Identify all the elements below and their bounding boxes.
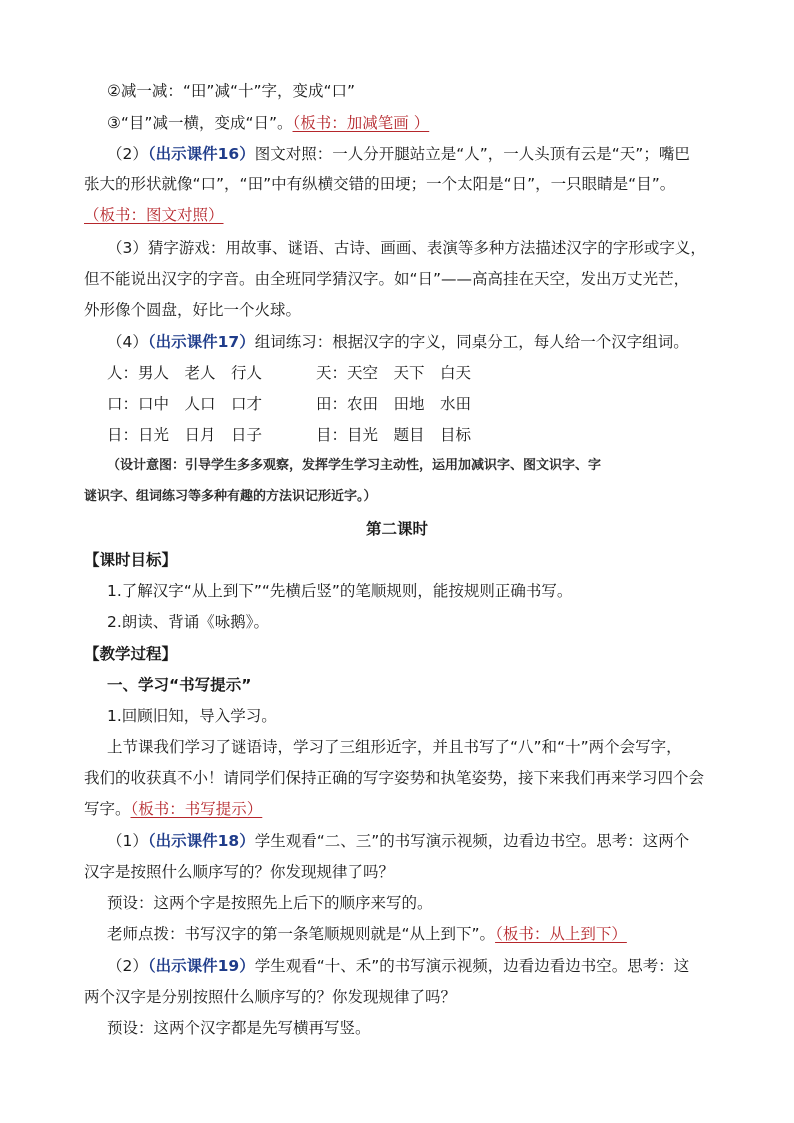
paragraph-text: 图文对照：一人分开腿站立是“人”，一人头顶有云是“天”；嘴巴: [254, 145, 690, 163]
paragraph-text: 老师点拨：书写汉字的第一条笔顺规则就是“从上到下”。: [107, 925, 496, 943]
paragraph-line: 但不能说出汉字的字音。由全班同学猜汉字。如“日”——高高挂在天空，发出万丈光芒，: [84, 270, 690, 288]
goals-heading: 【课时目标】: [84, 551, 178, 569]
word-cell: 天：天空 天下 白天: [316, 364, 472, 382]
paragraph-subtract-stroke: [107, 113, 429, 133]
paragraph-guess-game: （3）猜字游戏：用故事、谜语、古诗、画画、表演等多种方法描述汉字的字形或字义，: [107, 239, 706, 257]
item-number: （2）: [107, 145, 148, 163]
courseware-tag: （出示课件16）: [147, 145, 255, 163]
paragraph-word-practice: [107, 332, 689, 352]
word-cell: 目：目光 题目 目标: [316, 426, 472, 444]
paragraph-text: 学生观看“十、禾”的书写演示视频，边看边看边书空。思考：这: [254, 957, 690, 975]
goal-item: 1.了解汉字“从上到下”“先横后竖”的笔顺规则，能按规则正确书写。: [107, 582, 573, 600]
section-heading: 一、学习“书写提示”: [107, 676, 252, 694]
paragraph-subtract: ②减一减：“田”减“十”字，变成“口”: [107, 82, 356, 100]
preset-answer: 预设：这两个汉字都是先写横再写竖。: [107, 1019, 371, 1037]
paragraph-line: 张大的形状就像“口”，“田”中有纵横交错的田埂；一个太阳是“日”，一只眼睛是“目”。: [84, 175, 676, 193]
word-cell: 人：男人 老人 行人: [107, 364, 263, 382]
board-note: （板书：加减笔画 ）: [292, 114, 430, 132]
item-number: （2）: [107, 957, 148, 975]
board-note: （板书：从上到下）: [495, 925, 627, 943]
paragraph-line: 我们的收获真不小！请同学们保持正确的写字姿势和执笔姿势，接下来我们再来学习四个会: [84, 769, 705, 787]
paragraph-question-1: [107, 831, 689, 851]
design-intent-line: 谜识字、组词练习等多种有趣的方法识记形近字。）: [84, 489, 377, 504]
paragraph-line: 汉字是按照什么顺序写的？你发现规律了吗？: [84, 863, 395, 881]
paragraph-text: 学生观看“二、三”的书写演示视频，边看边书空。思考：这两个: [254, 832, 690, 850]
paragraph-text: 组词练习：根据汉字的字义，同桌分工，每人给一个汉字组词。: [254, 333, 689, 351]
paragraph-line: 两个汉字是分别按照什么顺序写的？你发现规律了吗？: [84, 988, 457, 1006]
paragraph-line: [84, 799, 262, 819]
courseware-tag: （出示课件19）: [147, 957, 255, 975]
preset-answer: 预设：这两个字是按照先上后下的顺序来写的。: [107, 894, 433, 912]
word-cell: 口：口中 人口 口才: [107, 395, 263, 413]
paragraph-picture-compare: [107, 144, 690, 164]
item-number: （1）: [107, 832, 148, 850]
goal-item: 2.朗读、背诵《咏鹅》。: [107, 613, 270, 631]
design-intent: （设计意图：引导学生多多观察，发挥学生学习主动性，运用加减识字、图文识字、字: [107, 458, 602, 473]
board-note: （板书：图文对照）: [84, 206, 224, 224]
step-heading: 1.回顾旧知，导入学习。: [107, 707, 277, 725]
word-cell: 日：日光 日月 日子: [107, 426, 263, 444]
lesson-title: 第二课时: [365, 520, 428, 538]
word-cell: 田：农田 田地 水田: [316, 395, 472, 413]
paragraph-text: 写字。: [84, 800, 131, 818]
paragraph-intro: 上节课我们学习了谜语诗，学习了三组形近字，并且书写了“八”和“十”两个会写字，: [107, 738, 682, 756]
courseware-tag: （出示课件17）: [147, 333, 255, 351]
courseware-tag: （出示课件18）: [147, 832, 255, 850]
paragraph-text: ③“目”减一横，变成“日”。: [107, 114, 293, 132]
teacher-tip: [107, 924, 627, 944]
item-number: （4）: [107, 333, 148, 351]
board-note: （板书：书写提示）: [130, 800, 263, 818]
paragraph-question-2: [107, 956, 689, 976]
process-heading: 【教学过程】: [84, 645, 178, 663]
paragraph-line: 外形像个圆盘，好比一个火球。: [84, 301, 302, 319]
